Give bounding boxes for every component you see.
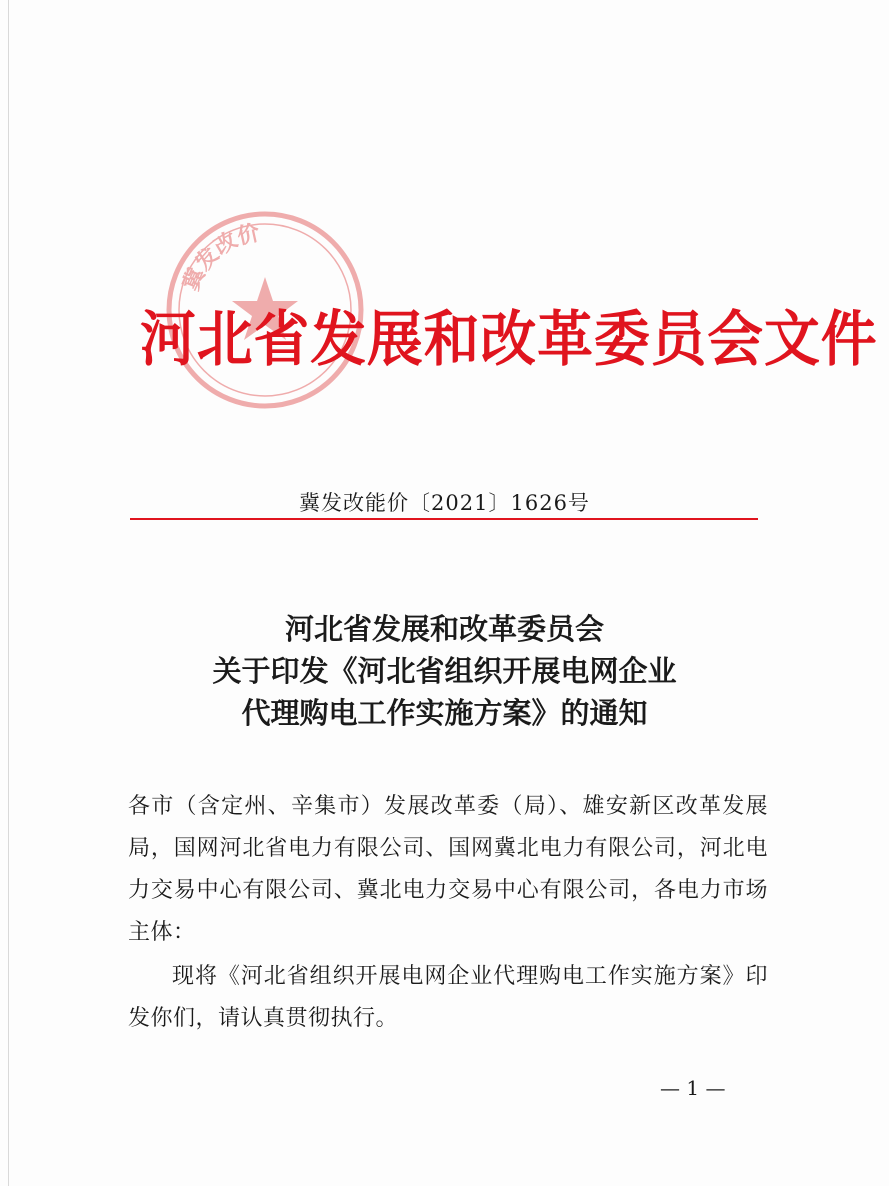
title-line-2: 关于印发《河北省组织开展电网企业 [212,654,677,688]
body-paragraph: 现将《河北省组织开展电网企业代理购电工作实施方案》印发你们，请认真贯彻执行。 [128,964,768,1031]
issuing-authority-header: 河北省发展和改革委员会文件 [140,305,878,375]
title-line-3: 代理购电工作实施方案》的通知 [241,696,648,730]
salutation-recipients: 各市（含定州、辛集市）发展改革委（局）、雄安新区改革发展局，国网河北省电力有限公司、国网冀北电力有限公司，河北电力交易中心有限公司、冀北电力交易中心有限公司，各电力市场主体： [128,794,768,945]
document-number: 冀发改能价〔2021〕1626号 [299,491,590,515]
scan-edge-line [8,0,9,1186]
title-line-1: 河北省发展和改革委员会 [284,612,604,646]
seal-text: 冀发改价 [178,220,263,295]
notice-title [0,608,889,734]
red-divider-rule [130,518,758,520]
page-number: — 1 — [660,1076,726,1100]
svg-text:冀发改价 [178,220,262,295]
notice-body [128,786,768,1040]
